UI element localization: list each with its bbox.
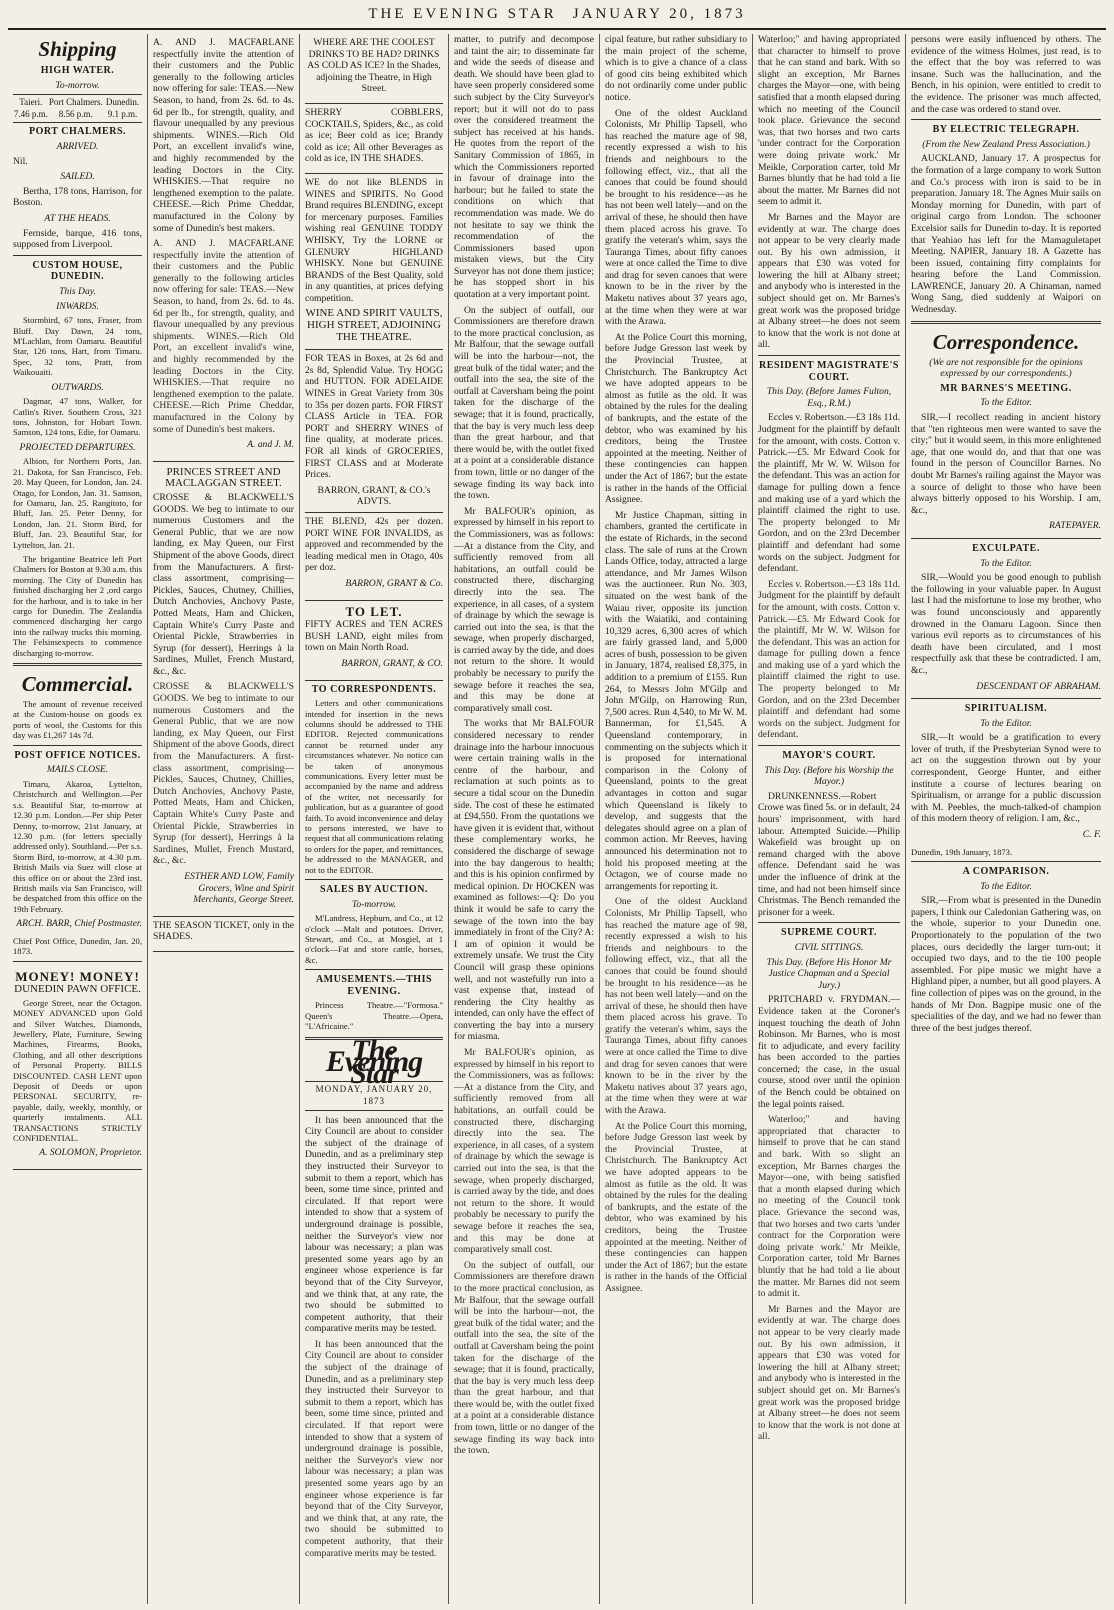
season-ticket-ad <box>153 917 294 952</box>
column-2 <box>148 34 300 1604</box>
letter-4-title: A COMPARISON. <box>962 866 1050 878</box>
money-sub: DUNEDIN PAWN OFFICE. <box>14 983 141 996</box>
divider <box>305 969 443 970</box>
barnes-para-2: Mr Barnes and the Mayor are evidently at war. The charge does not appear to be very clearly made out. By his own admission, it appears that £30 was voted for lowering the hill at Albany street; and anybody who is interested in the subject should get on. Mr Barnes's great work was the proposed bridge at Albany street—he does not seem to know that the work is not done at all. <box>758 211 900 351</box>
letter-1-sign: RATEPAYER. <box>1049 520 1101 532</box>
divider <box>911 321 1101 324</box>
macfarlane-text-cont: A. AND J. MACFARLANE respectfully invite the attention of their customers and the Public generally to the following articles now offering for sale: TEAS.—New Season, to hand, from 2s. 6d. to 4s. 6d per lb., for strength, quality, and flavour unequalled by any previous shipments. WINES.—Rich Old Port, an excellent invalid's wine, and highly recommended by the leading Doctors in the City. WHISKIES.—That require no lengthened exemption to the palate. CHEESE.—Rich Prime Cheddar, manufactured in the Colony by some of Dunedin's best makers. <box>153 238 294 435</box>
tide-port-chalmers: Port Chalmers. 8.56 p.m. <box>48 97 103 119</box>
money-sign: A. SOLOMON, Proprietor. <box>39 1147 142 1159</box>
pawn-office-ad <box>13 966 142 1170</box>
high-water-title: HIGH WATER. <box>40 65 115 76</box>
column-3 <box>300 34 449 1604</box>
resident-court-title: RESIDENT MAGISTRATE'S COURT. <box>759 360 899 383</box>
shipping-heading: Shipping <box>38 37 117 61</box>
correspondents-text: Letters and other communications intended for insertion in the news columns should be addressed to THE EDITOR. Rejected communications cannot be returned under any circumstances whatever. No notice can be taken of anonymous communications. Every letter must be accompanied by the name and address of the writer, not necessarily for publication, but as a guarantee of good faith. To avoid inconvenience and delay to persons interested, we have to request that all communications relating to orders for the paper, and remittances, be addressed to the MANAGER, and not to the EDITOR. <box>305 698 443 875</box>
resident-court-sub: This Day. (Before James Fulton, Esq., R.M.) <box>766 386 892 409</box>
to-let-sign: BARRON, GRANT, & CO. <box>341 657 443 669</box>
macfarlane-text: A. AND J. MACFARLANE respectfully invite the attention of their customers and the Public generally to the following articles now offering for sale: TEAS.—New Season, to hand, from 2s. 6d. to 4s. 6d per lb., for strength, quality, and flavour unequalled by any previous shipments. WINES.—Rich Old Port, an excellent invalid's wine, and highly recommended by the leading Doctors in the City. WHISKIES.—That require no lengthened exemption to the palate. CHEESE.—Rich Prime Cheddar, manufactured in the Colony by some of Dunedin's best makers. <box>153 37 294 234</box>
telegraph-title: BY ELECTRIC TELEGRAPH. <box>932 124 1080 136</box>
divider <box>911 119 1101 120</box>
supreme-court-text: PRITCHARD v. FRYDMAN.—Evidence taken at the Coroner's inquest touching the death of John Robinson. Mr Barnes, who is most fit to adjudicate, and every facility has been accorded to the parties concerned; the case, in the usual course, stood over until the opinion of the Bench could be obtained on the legal points raised. <box>758 994 900 1110</box>
resident-court-text-cont: Eccles v. Robertson.—£3 18s 11d. Judgment for the plaintiff by default for the amount, with costs. Cotton v. Patrick.—£5. Mr Edward Cook for the plaintiff, Mr W. W. Wilson for the defendant. This was an action for damage for pulling down a fence and making use of a yard which the plaintiff claimed the right to use. The property belonged to Mr Gordon, and on the 23rd December plaintiff and defendant had some words on the subject. Judgment for defendant. <box>758 578 900 741</box>
blend-text: THE BLEND, 42s per dozen. PORT WINE FOR INVALIDS, as approved and recommended by the leading medical men in Otago, 40s per doz. <box>305 515 443 574</box>
departures-label: PROJECTED DEPARTURES. <box>19 441 136 453</box>
mayors-court-text: DRUNKENNESS.—Robert Crowe was fined 5s. or in default, 24 hours' imprisonment, with hard labour. Attempted Suicide.—Philip Wakefield was brought up on remand charged with the above offence. Defendant said he was under the influence of drink at the time, and had not been himself since Christmas. The Bench remanded the prisoner for a week. <box>758 790 901 918</box>
news-para-3: At the Police Court this morning, before Judge Gresson last week by the Provincial Trustee, at Christchurch. The Bankruptcy Act we have adopted appears to be almost as futile as the old. It was obtained by the rules for the dealing of bankrupts, and the estate of the debtor, who was examined by his creditors, being the Trustee appointed at the meeting. Neither of these contingencies can happen under the Act of 1867; but the estate is rather in the hands of the Official Assignee. <box>605 331 747 506</box>
crosse-blackwell-ad <box>153 462 294 917</box>
post-title: POST OFFICE NOTICES. <box>14 749 141 761</box>
news-para-1: cipal feature, but rather subsidiary to the main project of the scheme, which is to give a chance of a class of good cits being exhibited which do not ordinarily come under public notice. <box>605 34 747 103</box>
leader-text-cont: It has been announced that the City Council are about to consider the subject of the drainage of Dunedin, and as a preliminary step they instructed their Surveyor to submit to them a report, which has been, some time since, printed and circulated. If that report were intended to show that a system of underground drainage is possible, neither the Surveyor's view nor labour was necessary; a plan was presented some years ago by an engineer whose experience is far beyond that of the City Surveyor, and we think that, at any rate, the two should be submitted to competent authority, that their comparative merits may be tested. <box>305 1338 443 1559</box>
heads-text: Fernside, barque, 416 tons, supposed from Liverpool. <box>13 227 142 251</box>
letter-3-text: SIR,—It would be a gratification to every lover of truth, if the Presbyterian Synod were to act on the suggestion thrown out by your correspondent, George Hunter, and either institute a course of lectures bearing on Spiritualism, or arrange for a public discussion with M. Peebles, the much-talked-of champion of this modern theory of religion. I am, &c., <box>911 732 1101 825</box>
correspondence-note: (We are not responsible for the opinions expressed by our correspondents.) <box>929 356 1083 380</box>
leader-text: It has been announced that the City Council are about to consider the subject of the drainage of Dunedin, and as a preliminary step they instructed their Surveyor to submit to them a report, which has been, some time since, printed and circulated. If that report were intended to show that a system of underground drainage is possible, neither the Surveyor's view nor labour was necessary; a plan was presented some years ago by an engineer whose experience is far beyond that of the City Surveyor, and we think that, at any rate, the two should be submitted to competent authority, that their comparative merits may be tested. <box>305 1114 443 1335</box>
masthead-title: THE EVENING STAR <box>368 6 557 22</box>
inwards-label: INWARDS. <box>56 300 99 312</box>
telegraph-text: AUCKLAND, January 17. A prospectus for the formation of a large company to work Sutton and Co.'s process with iron is said to be in preparation. January 18. The Agnes Muir sails on Monday morning for Dunedin, with part of original cargo from London. The schooner Excelsior sails for Dunedin to-day. It is reported that Yeahiao has left for the Mamaguletapet Meeting. NAPIER, January 18. A Gazette has been issued, containing fitty complaints for hearing before the Land Commission. LAWRENCE, January 20. A Chinaman, named Wong Sang, died suddenly at Waipori on Wednesday. <box>911 153 1101 316</box>
arrived-text: Nil. <box>13 155 28 167</box>
customs-title: CUSTOM HOUSE, DUNEDIN. <box>32 259 123 283</box>
paper-name: The Evening Star <box>325 1033 423 1090</box>
news-para-5: One of the oldest Auckland Colonists, Mr Phillip Tapsell, who has reached the mature age of 98, recently expressed a wish to his friends and neighbours to the following effect, viz., that all the canoes that could be found should be brought to his residence—as he has not been well lately—and on the arrival of these, he should then have them placed across his grave. To gratify the veteran's whim, says the Tauranga Times, about fifty canoes were at once called the Time to dive and drag for seven canoes that were known to be in the river by the Maketu natives about 37 years ago, at the time when they were at war with the Arawa. <box>605 896 747 1117</box>
crosse-blackwell-text-cont: CROSSE & BLACKWELL'S GOODS. We beg to intimate to our numerous Customers and the General Public, that we are now landing, ex May Queen, our First Shipment of the above Goods, direct from the Manufacturers. A first-class assortment, comprising—Pickles, Sauces, Chutney, Chillies, Dutch Anchovies, Anchovy Paste, Potted Meats, Ham and Chicken, Captain White's Curry Paste and Oriental Pickle, Strawberries in Syrup (for dessert), Herrings à la Sardines, Mullet, French Mustard, &c., &c. <box>153 681 294 867</box>
leader-cont-1: matter, to putrify and decompose and taint the air; to disseminate far and wide the seeds of disease and death. We should have been glad to have seen properly considered some such subject by the City Surveyor's report; but it will not do to pass over the considered treatment the subject has received at his hands. He quotes from the report of the Sanitary Commission of 1865, in which the Commissioners reported in favour of drainage into the harbour; but he failed to state the conditions on which that recommendation was made. We do not hesitate to say we think the recommendation of the Commissioners based upon mistaken views, but the City Surveyor has not done them justice; he has stopped short in his quotation at a very important point. <box>454 34 594 301</box>
blend-sign: BARRON, GRANT & Co. <box>345 577 443 589</box>
macfarlane-ad <box>153 34 294 462</box>
mayors-court-sub: This Day. (Before his Worship the Mayor.) <box>764 764 894 788</box>
letter-4-text: SIR,—From what is presented in the Dunedin papers, I think our Caledonian Gathering was, on the whole, superior to your Dunedin one. Proportionately to the population of the two places, ours decidedly the larger turn-out; it occupied two days, and to the tie 100 people assembled. For pipe music we might have a Highland piper, a number, but all good players. A fine collection of pipes was on the ground, in the hands of Mr Don. Bagpipe music one of the specialities of the day, and we had no fewer than three of the best judges thereof. <box>911 895 1101 1034</box>
commercial-heading: Commercial. <box>21 672 134 697</box>
letter-1-text: SIR,—I recollect reading in ancient history that "ten righteous men were wanted to save the city;" but it would seem, in this more enlightened age, that one would do, and that that one was found in the person of Councillor Barnes. No doubt Mr Barnes's railing against the Mayor was a source of delight to those who have been always bitterly opposed to his Worship. I am, &c., <box>911 412 1101 516</box>
arrived-label: ARRIVED. <box>56 140 99 152</box>
coolest-drinks-ad <box>305 34 443 104</box>
divider <box>13 745 142 746</box>
column-1 <box>8 34 148 1604</box>
tide-table <box>13 94 142 123</box>
civil-sittings-label: CIVIL SITTINGS. <box>794 941 864 953</box>
to-let-title: TO LET. <box>345 603 403 619</box>
money-title: MONEY! MONEY! <box>15 968 140 984</box>
crosse-blackwell-sign: ESTHER AND LOW, Family Grocers, Wine and Spirit Merchants, George Street. <box>184 870 294 906</box>
post-sign: ARCH. BARR, Chief Postmaster. <box>16 918 142 930</box>
supreme-court-text-cont2: Mr Barnes and the Mayor are evidently at war. The charge does not appear to be very clearly made out. By his own admission, it appears that £30 was voted for lowering the hill at Albany street; and anybody who is interested in the subject should get on. Mr Barnes's great work was the proposed bridge at Albany street—he does not seem to know that the work is not done at all. <box>758 1303 900 1443</box>
page-masthead <box>8 6 1106 30</box>
supreme-court-text-cont: Waterloo;" and having appropriated that character to himself to prove that he can stand and bark. With so slight an exception, Mr Barnes charges the Mayor—one, with being satisfied that a month elapsed during which no meeting of the Council took place. Grievance the second was, that two horses and two carts 'under contract for the Corporation were doing private work.' Mr Meikle, Corporation carter, told Mr Barnes bluntly that he had told a lie about the matter. Mr Barnes did not seem to admit it. <box>758 1114 900 1300</box>
column-4 <box>449 34 600 1604</box>
paper-date: MONDAY, JANUARY 20, 1873 <box>305 1081 443 1110</box>
supreme-court-sub: This Day. (Before His Honor Mr Justice Chapman and a Special Jury.) <box>766 956 892 991</box>
blends-ad <box>305 174 443 350</box>
princes-street-title: PRINCES STREET AND MACLAGGAN STREET. <box>165 465 282 490</box>
season-ticket-text: THE SEASON TICKET, only in the SHADES. <box>153 919 294 943</box>
sailed-text: Bertha, 178 tons, Harrison, for Boston. <box>13 185 142 209</box>
high-water-sub: To-morrow. <box>55 79 100 91</box>
inwards-text: Stormbird, 67 tons, Fraser, from Bluff. Day Dawn, 24 tons, M'Lachlan, from Oamaru. Beautiful Star, 126 tons, Hart, from Timaru. Spec, 32 tons, Pratt, from Waikouaiti. <box>13 315 142 378</box>
divider <box>13 961 142 962</box>
heads-label: AT THE HEADS. <box>44 212 111 224</box>
leader-cont-2: On the subject of outfall, our Commissioners are therefore drawn to the more practical conclusion, as Mr Balfour, that the sewage outfall will be into the harbour—not, the great bulk of the tidal water; and the outfall into the sea, the site of the outfall at Caversham being the point taken for the discharge of the sewage; that it is found, practically, that the bay is very much less deep than the great harbour, and that there would be, with the outlet fixed at a point at a considerable distance from town, little or no danger of the sewage finding its way back into the town. <box>454 304 594 502</box>
mails-text: Timaru, Akaroa, Lyttelton, Christchurch and Wellington.—Per s.s. Beautiful Star, to-morrow at 12.30 p.m. London.—Per ship Peter Denny, to-morrow, 21st January, at 12.30 p.m. (for letters specially addressed only). Southland.—Per s.s. Storm Bird, to-morrow, at 4.30 p.m. British Mails via Suez will close at this office on or about the 23rd inst. British mails via San Francisco, will be despatched from this office on the 19th February. <box>13 778 142 914</box>
commercial-text: The amount of revenue received at the Custom-house on goods ex ports of wool, the Customs for this day was £1,267 14s 7d. <box>13 699 142 741</box>
crosse-blackwell-text: CROSSE & BLACKWELL'S GOODS. We beg to intimate to our numerous Customers and the General Public, that we are now landing, ex May Queen, our First Shipment of the above Goods, direct from the Manufacturers. A first-class assortment, comprising—Pickles, Sauces, Chutney, Chillies, Dutch Anchovies, Anchovy Paste, Potted Meats, Ham and Chicken, Captain White's Curry Paste and Oriental Pickle, Strawberries in Syrup (for dessert), Herrings à la Sardines, Mullet, French Mustard, &c., &c. <box>153 491 294 677</box>
outwards-label: OUTWARDS. <box>51 381 104 393</box>
letter-3-to: To the Editor. <box>980 717 1032 729</box>
supreme-court-title: SUPREME COURT. <box>781 927 877 939</box>
to-let-ad <box>305 601 443 681</box>
column-7 <box>906 34 1106 1604</box>
leader-cont-6: On the subject of outfall, our Commissioners are therefore drawn to the more practical conclusion, as Mr Balfour, that the sewage outfall will be into the harbour—not, the great bulk of the tidal water; and the outfall into the sea, the site of the outfall at Caversham being the point taken for the discharge of the sewage; that it is found, practically, that the bay is very much less deep than the great harbour, and that there would be, with the outlet fixed at a point at a considerable distance from town, little or no danger of the sewage finding its way back into the town. <box>454 1259 594 1457</box>
leader-cont-4: The works that Mr BALFOUR considered necessary to render drainage into the harbour innocuous were certain training walls in the centre of the harbour, and reclamation at such points as to secure a tidal scour on the Dunedin side. The cost of these he estimated at £94,550. From the quotations we have given it is evident that, without these complementary works, he considered the discharge of sewage into the bay dangerous to health; and this is his opinion confirmed by medical opinion. Dr HOCKEN was examined as follows:—Q: Do you think it would be safe to carry the sewage of the town into the bay immediately in front of the City? A: I am of opinion it would be extremely unsafe. We trust the City Council will grasp these opinions well, and not wastefully run into a vast expense that, instead of rendering the City healthy as intended, can only have the effect of converting the bay into a nursery for miasma. <box>454 718 594 1043</box>
hogg-hutton-ad <box>305 350 443 513</box>
letter-2-text: SIR,—Would you be good enough to publish the following in your valuable paper. In August last I had the misfortune to lose my brother, who was found unconsciously and apparently drowned in the Oamaru Lagoon. Since then various evil reports as to circumstances of his death have been circulated, and I most respectfully ask that these be contradicted. I am, &c., <box>911 572 1101 676</box>
letter-3-date: Dunedin, 19th January, 1873. <box>911 846 1013 857</box>
sales-title: SALES BY AUCTION. <box>320 884 428 895</box>
macfarlane-sign: A. and J. M. <box>247 439 294 451</box>
letter-1-to: To the Editor. <box>980 397 1032 409</box>
outwards-text: Dagmar, 47 tons, Walker, for Catlin's River. Southern Cross, 321 tons, Johnston, for Hobart Town. Samson, 124 tons, Edie, for Oamaru. <box>13 396 142 438</box>
letter-1-title: MR BARNES'S MEETING. <box>940 382 1072 394</box>
post-sign-2: Chief Post Office, Dunedin, Jan. 20, 1873. <box>13 935 142 957</box>
correspondence-heading: Correspondence. <box>932 329 1080 354</box>
divider <box>13 663 142 666</box>
letter-2-sign: DESCENDANT OF ABRAHAM. <box>976 680 1101 692</box>
masthead-date: JANUARY 20, 1873 <box>572 6 746 22</box>
leader-cont-5: Mr BALFOUR's opinion, as expressed by himself in his report to the Commissioners, was as follows:—At a distance from the City, and sufficiently removed from all habitations, an outfall could be constructed there, discharging directly into the sea. The experience, in all cases, of a system of drainage by which the sewage is carried out into the sea, is that the sewage, when properly discharged, is carried away by the tide, and does not return to the shore. It would probably be necessary to purify the sewage before it reaches the sea, and this may be done at comparatively small cost. <box>454 1047 594 1256</box>
news-para-2: One of the oldest Auckland Colonists, Mr Phillip Tapsell, who has reached the mature age of 98, recently expressed a wish to his friends and neighbours to the following effect, viz., that all the canoes that could be found should be brought to his residence—as he has not been well lately—and on the arrival of these, he should then have them placed across his grave. To gratify the veteran's whim, says the Tauranga Times, about fifty canoes were at once called the Time to dive and drag for seven canoes that were known to be in the river by the Maketu natives about 37 years ago, at the time when they were at war with the Arawa. <box>605 107 747 328</box>
money-text: George Street, near the Octagon. MONEY ADVANCED upon Gold and Silver Watches, Diamonds, Jewellery, Plate, Furniture, Sewing Machines, Firearms, Books, Clothing, and all other descriptions of Personal Property. BILLS DISCOUNTED. CASH LENT upon Deposit of Deeds or upon PERSONAL SECURITY, re-payable, daily, weekly, monthly, or quarterly instalments. ALL TRANSACTIONS STRICTLY CONFIDENTIAL. <box>13 997 142 1144</box>
tide-taieri: Taieri. 7.46 p.m. <box>13 97 48 119</box>
tide-dunedin: Dunedin. 9.1 p.m. <box>105 97 140 119</box>
column-6 <box>753 34 906 1604</box>
barron-grant-advts: BARRON, GRANT, & CO.'s ADVTS. <box>317 484 431 508</box>
divider <box>911 698 1101 699</box>
telegraph-sub: (From the New Zealand Press Association.) <box>922 138 1090 150</box>
blends-text: WE do not like BLENDS in WINES and SPIRITS. No Good Brand requires BLENDING, except for mercenary purposes. Families wishing real GENUINE TODDY WHISKY, Try the LORNE or GLENURY HIGHLAND WHISKY. None but GENUINE BRANDS of the Best Quality, sold in any quantities, at prices defying competition. <box>305 176 443 304</box>
divider <box>758 355 900 356</box>
column-5 <box>600 34 753 1604</box>
leader-cont-3: Mr BALFOUR's opinion, as expressed by himself in his report to the Commissioners, was as follows:—At a distance from the City, and sufficiently removed from all habitations, an outfall could be constructed there, discharging directly into the sea. The experience, in all cases, of a system of drainage by which the sewage is carried out into the sea, is that the sewage, when properly discharged, is carried away by the tide, and does not return to the shore. It would probably be necessary to purify the sewage before it reaches the sea, and this may be done at comparatively small cost. <box>454 505 594 714</box>
coolest-drinks-text: WHERE ARE THE COOLEST DRINKS TO BE HAD? DRINKS AS COLD AS ICE? In the Shades, adjoining the Theatre, in High Street. <box>307 37 441 95</box>
amusements-text: Princess Theatre.—"Formosa." Queen's Theatre.—Opera, "L'Africaine." <box>305 1000 443 1032</box>
blend-ad <box>305 513 443 601</box>
divider <box>911 861 1101 862</box>
columns <box>8 34 1106 1604</box>
divider <box>758 745 900 746</box>
port-title: PORT CHALMERS. <box>28 126 127 138</box>
court-cont-text: persons were easily influenced by others. The evidence of the witness Holmes, just read, is to the effect that the boy was referred to was insane. Such was the hallucination, and the Bench, in his opinion, were entitled to credit to the evidence. The prisoner was much affected, and the case was ordered to stand over. <box>911 34 1101 115</box>
letter-2-title: EXCULPATE. <box>972 542 1040 554</box>
mails-label: MAILS CLOSE. <box>46 764 109 776</box>
customs-sub: This Day. <box>59 285 96 297</box>
departures-text: Albion, for Northern Ports, Jan. 21. Dakota, for San Francisco, Feb. 20. May Queen, for London, Jan. 24. Otago, for London, Jan. 31. Samson, for Oamaru, Jan. 25. Rangitoto, for Bluff, Jan. 25. Peter Denny, for London, Jan. 21. Storm Bird, for Bluff, Jan. 23. Beautiful Star, for Lyttelton, Jan. 21. <box>13 456 142 550</box>
correspondents-title: TO CORRESPONDENTS. <box>311 683 437 695</box>
letter-3-sign: C. F. <box>1082 829 1101 841</box>
amusements-title: AMUSEMENTS.—THIS EVENING. <box>315 974 433 997</box>
to-let-text: FIFTY ACRES and TEN ACRES BUSH LAND, eight miles from town on Main North Road. <box>305 619 443 654</box>
barnes-para-1: Waterloo;" and having appropriated that character to himself to prove that he can stand and bark. With so slight an exception, Mr Barnes charges the Mayor—one, with being satisfied that a month elapsed during which no meeting of the Council took place. Grievance the second was, that two horses and two carts 'under contract for the Corporation were doing private work.' Mr Meikle, Corporation carter, told Mr Barnes bluntly that he had told a lie about the matter. Mr Barnes did not seem to admit it. <box>758 34 900 208</box>
mayors-court-title: MAYOR'S COURT. <box>782 750 876 762</box>
letter-4-to: To the Editor. <box>980 880 1032 892</box>
sherry-cobblers-text: SHERRY COBBLERS, COCKTAILS, Spiders, &c., as cold as ice; Beer cold as ice; Brandy cold as ice; All other Beverages as cold as ice, IN THE SHADES. <box>305 106 443 165</box>
letter-3-title: SPIRITUALISM. <box>964 703 1048 715</box>
news-para-4: Mr Justice Chapman, sitting in chambers, granted the certificate in the estate of Richards, in the second class. The sale of runs at the Crown Lands Office, today, attracted a large attendance, and Mr James Wilson was the auctioneer. Run No. 303, situated on the west bank of the Waiau river, opposite its junction with the Waiatiki, and containing 10,329 acres, 6,300 acres of which are fairly grassed land, and 5,000 acres of bush, possession to be given in January, 1874, realised £8,375, in addition to a premium of £155. Run 264, to Messrs John M'Gilp and John M'Gilp, on Harrowing Run, 7,500 acres. Run 4,540, to Mr W. M. Bannerman, for £1,545. A Queensland contemporary, in commenting on the subjects which it is proposed for international comparison in the Colony of Queensland, points to the great advantages in cotton and sugar which Queensland is likely to develop, and suggests that the delegates should agree on a plan of common action. Mr Reeves, having announced his determination not to hold his proposed meeting at the Octagon, we of course made no arrangements for reporting it. <box>605 509 747 892</box>
wine-vaults-title: WINE AND SPIRIT VAULTS, HIGH STREET, ADJOINING THE THEATRE. <box>305 307 443 343</box>
divider <box>13 255 142 256</box>
letter-2-to: To the Editor. <box>980 557 1032 569</box>
resident-court-text: Eccles v. Robertson.—£3 18s 11d. Judgment for the plaintiff by default for the amount, with costs. Cotton v. Patrick.—£5. Mr Edward Cook for the plaintiff, Mr W. W. Wilson for the defendant. This was an action for damage for pulling down a fence and making use of a yard which the plaintiff claimed the right to use. The property belonged to Mr Gordon, and on the 23rd December plaintiff and defendant had some words on the subject. Judgment for defendant. <box>758 412 900 575</box>
divider <box>305 879 443 880</box>
sherry-cobblers-ad <box>305 104 443 174</box>
sales-text: M'Landress, Hepburn, and Co., at 12 o'clock —Malt and potatoes. Driver, Stewart, and Co., at Mosgiel, at 1 o'clock—Fat and store cattle, horses, &c. <box>305 913 443 965</box>
sailed-label: SAILED. <box>60 171 95 183</box>
divider <box>911 538 1101 539</box>
divider <box>758 922 900 923</box>
sales-sub: To-morrow. <box>351 898 397 910</box>
hogg-hutton-text: FOR TEAS in Boxes, at 2s 6d and 2s 8d, Splendid Value. Try HOGG and HUTTON. FOR ADELAIDE WINES in Great Variety from 30s to 35s per dozen parts. FOR FIRST CLASS Article in TEA. FOR PORT and SHERRY WINES of fine quality, at moderate prices. FOR all kinds of GROCERIES, FIRST CLASS and at Moderate Prices. <box>305 353 443 481</box>
shipping-news: The brigantine Beatrice left Port Chalmers for Boston at 9.30 a.m. this morning. The City of Dunedin has finished discharging her 2 ,ord cargo for the harbour, and is to take in her cargo for Dunedin. The Zealandia commenced discharging her cargo into the railway trucks this morning. The Felsinsexpects to commence discharging to-morrow. <box>13 554 142 658</box>
news-para-6: At the Police Court this morning, before Judge Gresson last week by the Provincial Trustee, at Christchurch. The Bankruptcy Act we have adopted appears to be almost as futile as the old. It was obtained by the rules for the dealing of bankrupts, and the estate of the debtor, who was examined by his creditors, being the Trustee appointed at the meeting. Neither of these contingencies can happen under the Act of 1867; but the estate is rather in the hands of the Official Assignee. <box>605 1120 747 1294</box>
